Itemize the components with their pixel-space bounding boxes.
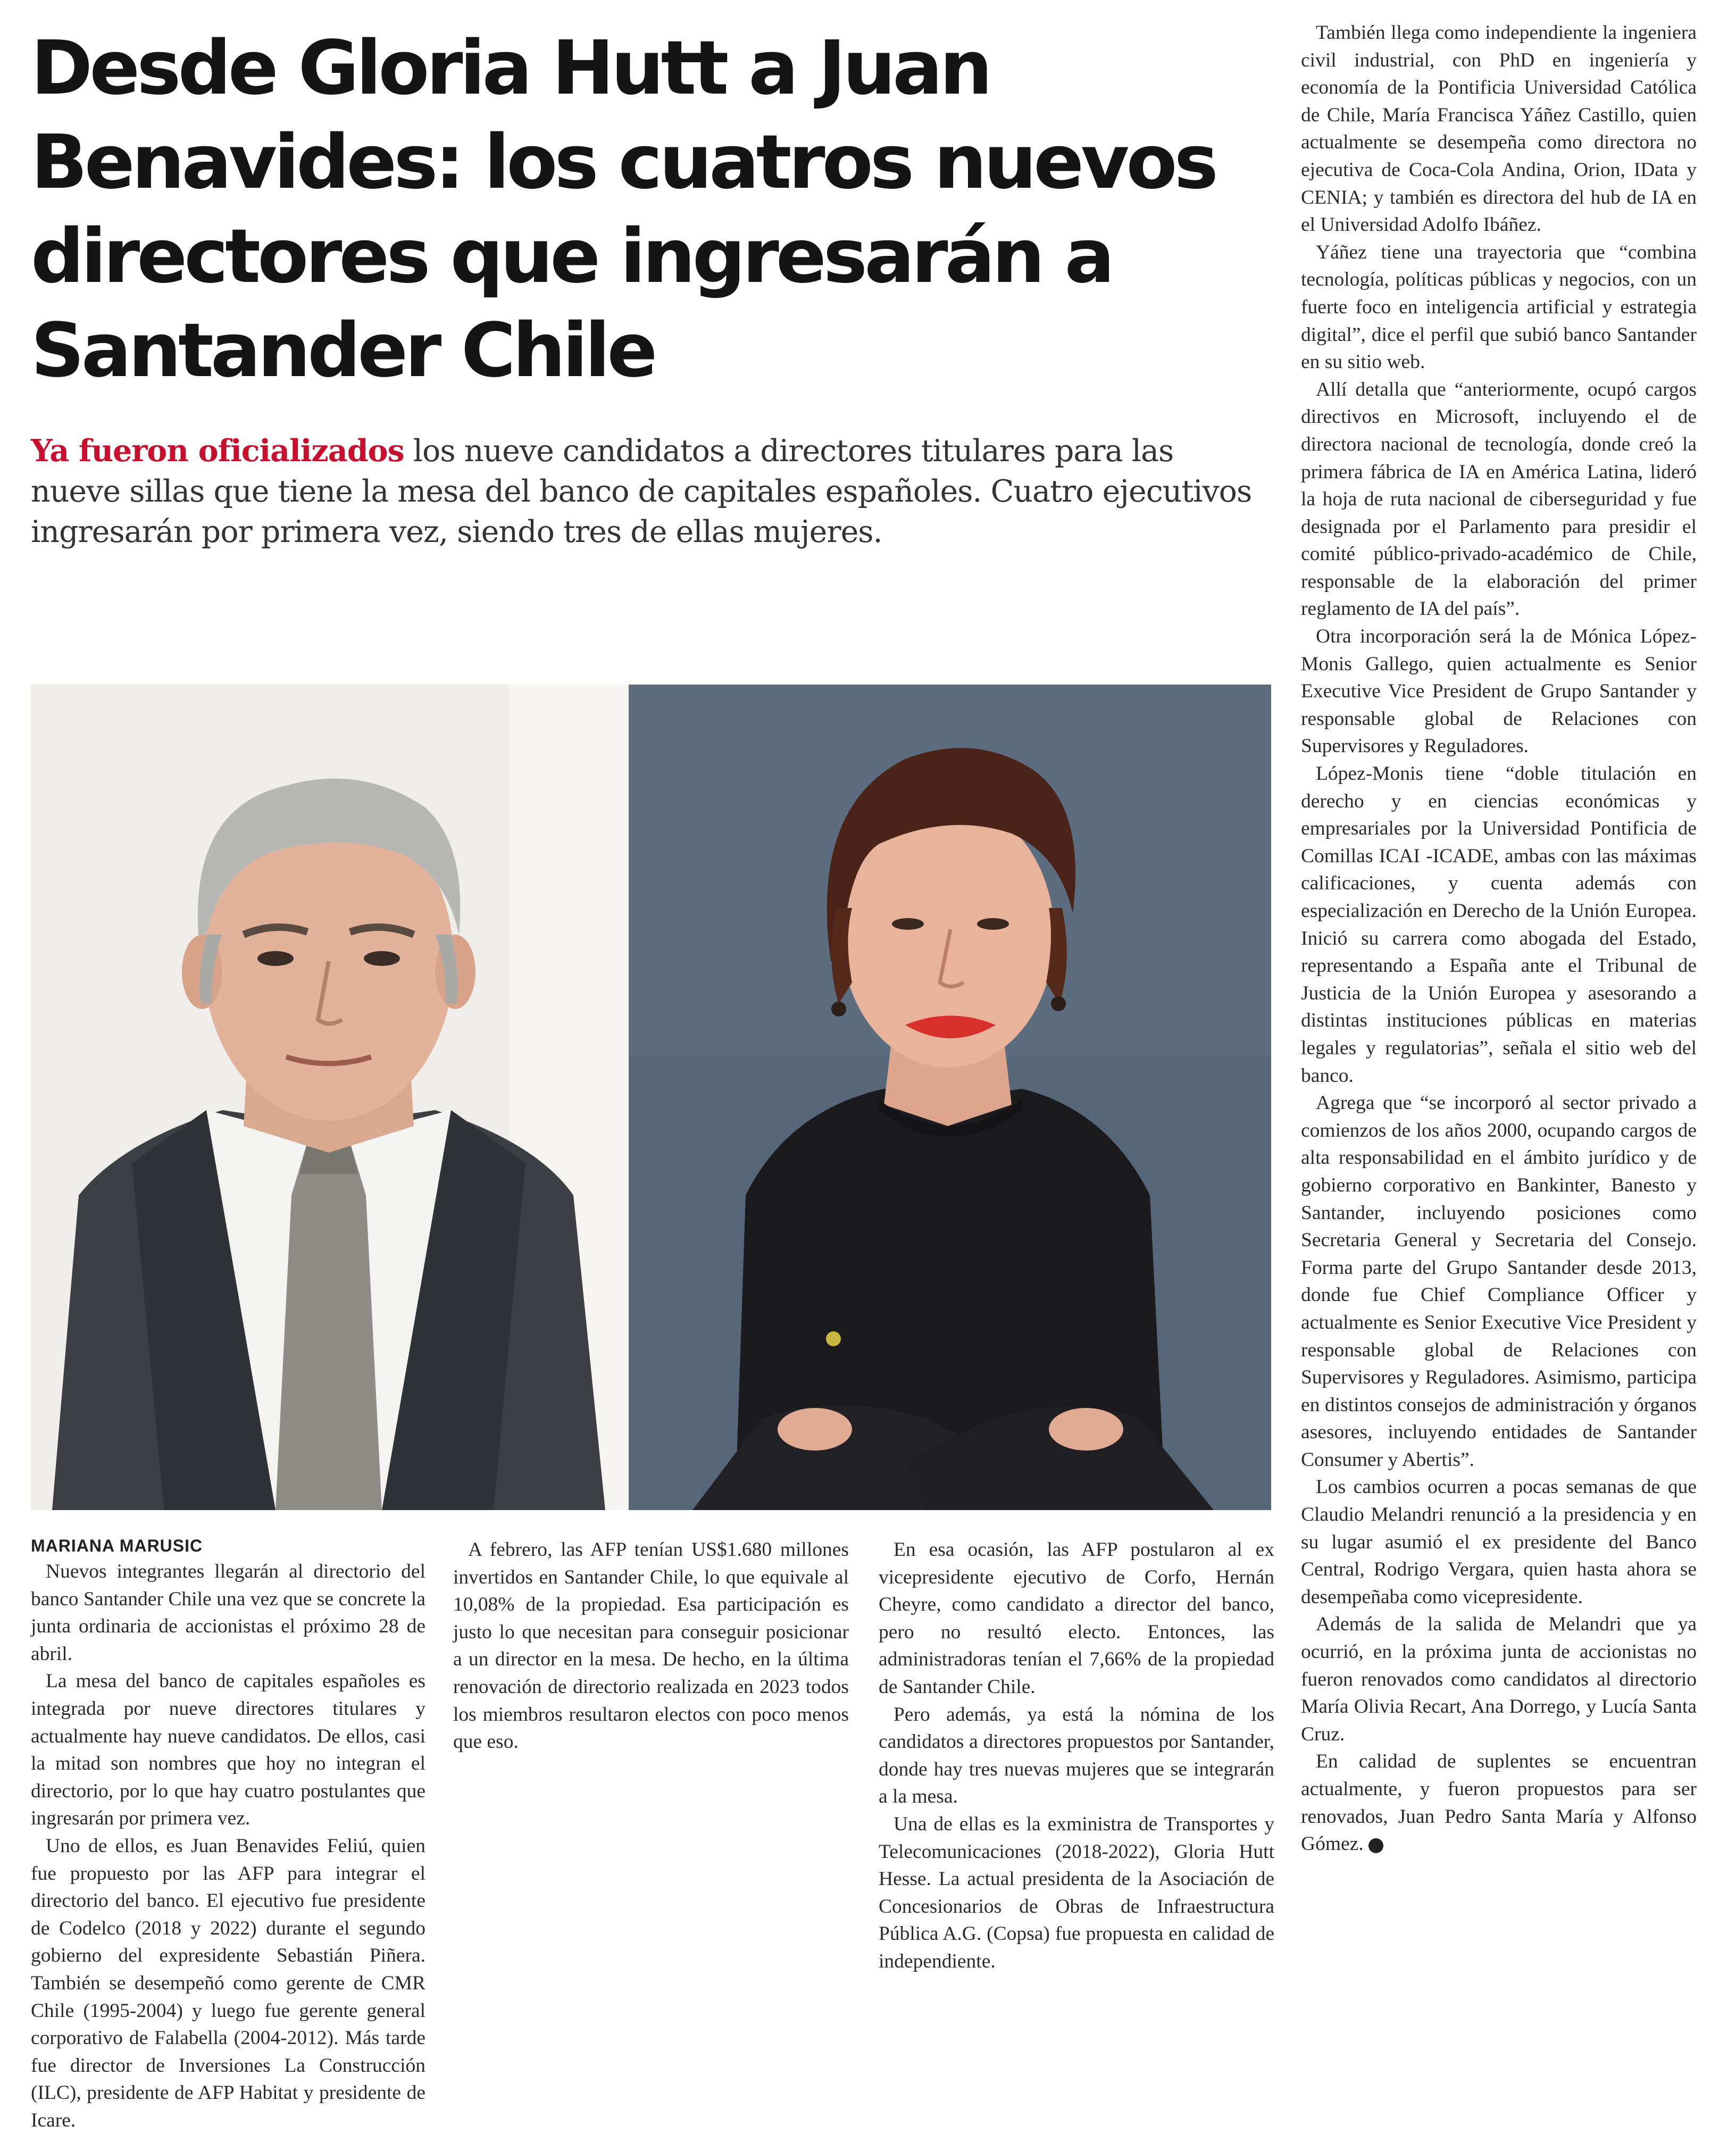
body-paragraph: Los cambios ocurren a pocas semanas de que Claudio Melandri renunció a la presidencia y en su lugar asumió el ex presidente del Banco Central, Rodrigo Vergara, quien hasta ahora se desempeñaba como vicepresidente. — [1301, 1476, 1697, 1608]
deck — [31, 431, 1265, 552]
photo-juan-benavides — [31, 685, 629, 1510]
column-3 — [879, 1536, 1274, 1975]
body-paragraph: Además de la salida de Melandri que ya ocurrió, en la próxima junta de accionistas no fueron renovados como candidatos al directorio María Olivia Recart, Ana Dorrego, y Lucía Santa Cruz. — [1301, 1613, 1697, 1745]
column-1 — [31, 1533, 425, 2134]
body-paragraph: Yáñez tiene una trayectoria que “combina tecnología, políticas públicas y negocios, con un fuerte foco en inteligencia artificial y estrategia digital”, dice el perfil que subió banco Santander en su sitio web. — [1301, 241, 1697, 373]
portrait-woman-illustration — [629, 685, 1271, 1510]
portrait-man-illustration — [31, 685, 629, 1510]
deck-lead: Ya fueron oficializados — [31, 433, 404, 469]
column-2 — [453, 1536, 849, 1756]
byline: MARIANA MARUSIC — [31, 1536, 203, 1555]
body-paragraph: Allí detalla que “anteriormente, ocupó cargos directivos en Microsoft, incluyendo el de directora nacional de tecnología, donde creó la primera fábrica de IA en América Latina, lideró la hoja de ruta nacional de ciberseguridad y fue designada por el Parlamento para presidir el comité público-privado-académico de Chile, responsable de la elaboración del primer reglamento de IA del país”. — [1301, 378, 1697, 620]
body-paragraph: La mesa del banco de capitales españoles es integrada por nueve directores titulares y actualmente hay nueve candidatos. De ellos, casi la mitad son nombres que hoy no integran el directorio, por lo que hay cuatro postulantes que ingresarán por primera vez. — [31, 1670, 425, 1830]
column-4 — [1301, 19, 1697, 1858]
end-mark-icon: P — [1368, 1838, 1383, 1853]
body-paragraph: A febrero, las AFP tenían US$1.680 millones invertidos en Santander Chile, lo que equivale al 10,08% de la propiedad. Esa participación es justo lo que necesitan para conseguir posicionar a un director en la mesa. De hecho, en la última renovación de directorio realizada en 2023 todos los miembros resultaron electos con poco menos que eso. — [453, 1539, 849, 1753]
body-paragraph: Pero además, ya está la nómina de los candidatos a directores propuestos por Santander, donde hay tres nuevas mujeres que se integrarán a la mesa. — [879, 1703, 1274, 1808]
body-paragraph — [1301, 1748, 1697, 1857]
final-paragraph-text: En calidad de suplentes se encuentran actualmente, y fueron propuestos para ser renovados, Juan Pedro Santa María y Alfonso Gómez. — [1301, 1750, 1697, 1855]
body-paragraph: Agrega que “se incorporó al sector privado a comienzos de los años 2000, ocupando cargos de alta responsabilidad en el ámbito jurídico y de gobierno corporativo en Bankinter, Banesto y Santander, incluyendo posiciones como Secretaria General y Secretaria del Consejo. Forma parte del Grupo Santander desde 2013, donde fue Chief Compliance Officer y actualmente es Senior Executive Vice President y responsable global de Relaciones con Supervisores y Reguladores. Asimismo, participa en distintos consejos de administración y órganos asesores, incluyendo entidades de Santander Consumer y Abertis”. — [1301, 1092, 1697, 1471]
body-paragraph: Uno de ellos, es Juan Benavides Feliú, quien fue propuesto por las AFP para integrar el directorio del banco. El ejecutivo fue presidente de Codelco (2018 y 2022) durante el segundo gobierno del expresidente Sebastián Piñera. También se desempeñó como gerente de CMR Chile (1995-2004) y luego fue gerente general corporativo de Falabella (2004-2012). Más tarde fue director de Inversiones La Construcción (ILC), presidente de AFP Habitat y presidente de Icare. — [31, 1835, 425, 2131]
body-paragraph: Una de ellas es la exministra de Transportes y Telecomunicaciones (2018-2022), Gloria Hutt Hesse. La actual presidenta de la Asociación de Concesionarios de Obras de Infraestructura Pública A.G. (Copsa) fue propuesta en calidad de independiente. — [879, 1813, 1274, 1972]
body-paragraph: Otra incorporación será la de Mónica López-Monis Gallego, quien actualmente es Senior Executive Vice President de Grupo Santander y responsable global de Relaciones con Supervisores y Reguladores. — [1301, 626, 1697, 757]
headline: Desde Gloria Hutt a Juan Benavides: los cuatros nuevos directores que ingresarán a Santander Chile — [31, 25, 1215, 394]
body-paragraph: Nuevos integrantes llegarán al directorio del banco Santander Chile una vez que se concrete la junta ordinaria de accionistas el próximo 28 de abril. — [31, 1561, 425, 1665]
body-paragraph: También llega como independiente la ingeniera civil industrial, con PhD en ingeniería y economía de la Pontificia Universidad Católica de Chile, María Francisca Yáñez Castillo, quien actualmente se desempeña como directora no ejecutiva de Coca-Cola Andina, Orion, IData y CENIA; y también es directora del hub de IA en el Universidad Adolfo Ibáñez. — [1301, 22, 1697, 236]
deck-text: los nueve candidatos a directores titulares para las nueve sillas que tiene la mesa del banco de capitales españoles. Cuatro ejecutivos ingresarán por primera vez, siendo tres de ellas mujeres. — [31, 434, 1252, 549]
photo-gloria-hutt — [629, 685, 1271, 1510]
body-paragraph: En esa ocasión, las AFP postularon al ex vicepresidente ejecutivo de Corfo, Hernán Cheyre, como candidato a director del banco, pero no resultó electo. Entonces, las administradoras tenían el 7,66% de la propiedad de Santander Chile. — [879, 1539, 1274, 1698]
body-paragraph: López-Monis tiene “doble titulación en derecho y en ciencias económicas y empresariales por la Universidad Pontificia de Comillas ICAI -ICADE, ambas con las máximas calificaciones, y cuenta además con especialización en Derecho de la Unión Europea. Inició su carrera como abogada del Estado, representando a España ante el Tribunal de Justicia de la Unión Europea y asesorando a distintas instituciones públicas en materias legales y regulatorias”, señala el sitio web del banco. — [1301, 763, 1697, 1087]
